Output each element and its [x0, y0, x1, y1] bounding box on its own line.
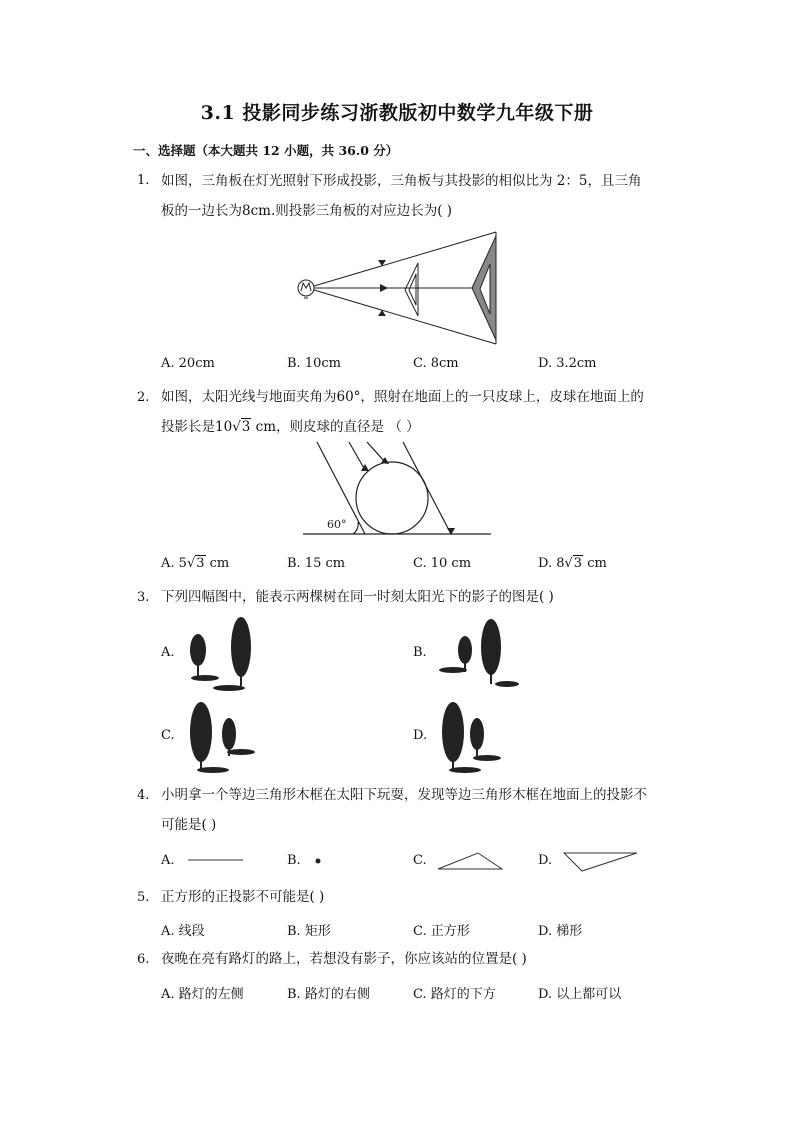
tree-pair-b-icon[interactable]: [435, 612, 520, 692]
question-4-option-a[interactable]: A.: [161, 853, 175, 868]
point-icon[interactable]: [312, 855, 324, 867]
question-2-line1: 如图，太阳光线与地面夹角为60°，照射在地面上的一只皮球上，皮球在地面上的: [161, 389, 644, 405]
question-5-text: 正方形的正投影不可能是( ): [161, 889, 325, 905]
question-3-option-c[interactable]: C.: [161, 728, 175, 743]
question-1-number: 1.: [137, 173, 150, 188]
question-3-option-b[interactable]: B.: [413, 645, 427, 660]
question-2-option-d[interactable]: D. 8√3 cm: [538, 556, 607, 571]
question-2-number: 2.: [137, 390, 150, 405]
question-4-text: [161, 780, 671, 840]
ball-icon: [356, 462, 428, 534]
question-5-number: 5.: [137, 890, 150, 905]
question-2-option-a[interactable]: A. 5√3 cm: [161, 556, 230, 571]
question-2-text: [161, 382, 671, 442]
question-6-option-d[interactable]: D. 以上都可以: [538, 987, 622, 1002]
question-3-number: 3.: [137, 590, 150, 605]
question-6-option-c[interactable]: C. 路灯的下方: [413, 987, 496, 1002]
question-5-option-d[interactable]: D. 梯形: [538, 924, 583, 939]
question-1-option-c[interactable]: C. 8cm: [413, 356, 459, 371]
question-5-option-a[interactable]: A. 线段: [161, 924, 205, 939]
question-5-option-c[interactable]: C. 正方形: [413, 924, 470, 939]
question-4-line2: 可能是( ): [161, 817, 217, 833]
question-1-figure: [290, 228, 505, 348]
question-6-option-b[interactable]: B. 路灯的右侧: [287, 987, 370, 1002]
question-2-option-c[interactable]: C. 10 cm: [413, 556, 472, 571]
question-4-option-c[interactable]: C.: [413, 853, 427, 868]
question-6-option-a[interactable]: A. 路灯的左侧: [161, 987, 244, 1002]
question-4-option-d[interactable]: D.: [538, 853, 553, 868]
question-3-option-d[interactable]: D.: [413, 728, 428, 743]
question-2-figure: [303, 440, 493, 545]
question-3-text: 下列四幅图中，能表示两棵树在同一时刻太阳光下的影子的图是( ): [161, 589, 554, 605]
question-5-option-b[interactable]: B. 矩形: [287, 924, 331, 939]
page-title: 3.1 投影同步练习浙教版初中数学九年级下册: [200, 102, 594, 124]
tree-pair-d-icon[interactable]: [435, 696, 515, 776]
question-6-text: 夜晚在亮有路灯的路上，若想没有影子，你应该站的位置是( ): [161, 951, 527, 967]
line-segment-icon[interactable]: [187, 855, 245, 865]
question-1-text: [161, 166, 671, 226]
question-1-option-d[interactable]: D. 3.2cm: [538, 356, 597, 371]
scalene-triangle-icon[interactable]: [562, 850, 640, 874]
question-1-option-b[interactable]: B. 10cm: [287, 356, 341, 371]
question-2-option-b[interactable]: B. 15 cm: [287, 556, 346, 571]
question-6-number: 6.: [137, 952, 150, 967]
section-heading: 一、选择题（本大题共 12 小题，共 36.0 分）: [133, 143, 399, 158]
tree-pair-a-icon[interactable]: [183, 612, 263, 692]
question-1-line2: 板的一边长为8cm.则投影三角板的对应边长为( ): [161, 203, 453, 219]
question-4-option-b[interactable]: B.: [287, 853, 301, 868]
question-1-line1: 如图，三角板在灯光照射下形成投影，三角板与其投影的相似比为 2：5，且三角: [161, 173, 642, 189]
angle-label: 60°: [327, 518, 347, 531]
question-4-number: 4.: [137, 788, 150, 803]
question-1-option-a[interactable]: A. 20cm: [161, 356, 215, 371]
question-4-line1: 小明拿一个等边三角形木框在太阳下玩耍，发现等边三角形木框在地面上的投影不: [161, 787, 647, 803]
tree-pair-c-icon[interactable]: [183, 696, 263, 776]
question-3-option-a[interactable]: A.: [161, 645, 175, 660]
obtuse-triangle-icon[interactable]: [436, 850, 504, 872]
question-2-line2: 投影长是10√3 cm，则皮球的直径是 （ ）: [161, 419, 420, 435]
